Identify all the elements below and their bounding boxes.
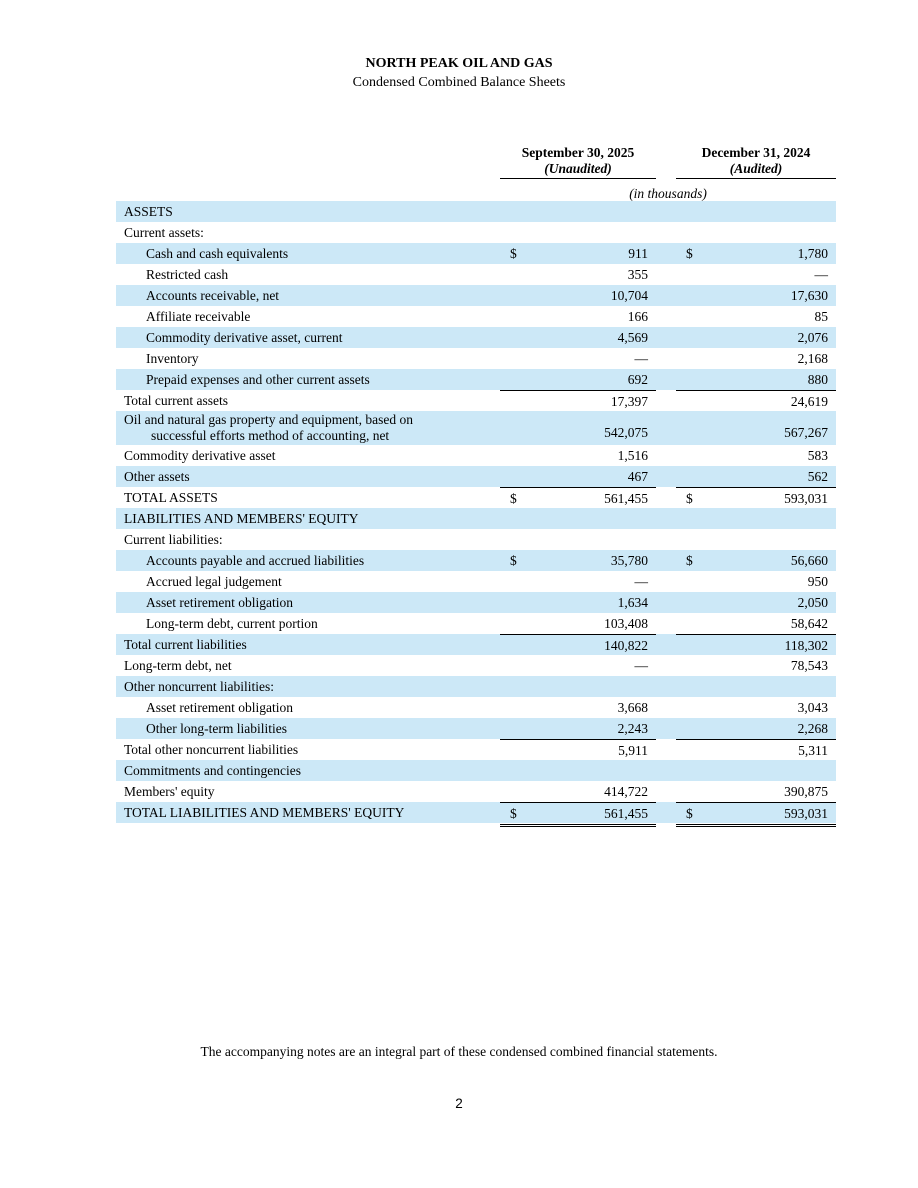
table-row	[116, 390, 836, 411]
value-sep-2025-cell	[500, 802, 656, 827]
table-row	[116, 718, 836, 739]
value-sep-2025: —	[634, 658, 648, 673]
table-row	[116, 613, 836, 634]
value-dec-2024-cell	[676, 634, 836, 656]
value-sep-2025: 467	[627, 469, 648, 484]
row-label: Prepaid expenses and other current assets	[146, 372, 370, 387]
value-sep-2025-cell	[500, 306, 656, 327]
table-row	[116, 243, 836, 264]
value-sep-2025: 3,668	[617, 700, 648, 715]
row-label: LIABILITIES AND MEMBERS' EQUITY	[124, 511, 359, 526]
value-sep-2025: 414,722	[604, 784, 648, 799]
value-dec-2024-cell	[676, 306, 836, 327]
value-dec-2024: 58,642	[790, 616, 828, 631]
value-dec-2024: 583	[807, 448, 828, 463]
column-header-dec-2024	[676, 145, 836, 177]
value-dec-2024: 950	[807, 574, 828, 589]
col2-date: December 31, 2024	[701, 145, 811, 160]
row-label: Accrued legal judgement	[146, 574, 282, 589]
value-sep-2025: 4,569	[617, 330, 648, 345]
row-label: Current assets:	[124, 225, 204, 240]
value-dec-2024: 1,780	[797, 246, 828, 261]
value-sep-2025: 561,455	[604, 806, 648, 821]
value-sep-2025-cell	[500, 634, 656, 656]
value-sep-2025-cell	[500, 327, 656, 348]
row-label: Long-term debt, net	[124, 658, 232, 673]
value-sep-2025-cell	[500, 760, 656, 781]
value-dec-2024-cell	[676, 718, 836, 739]
table-row	[116, 348, 836, 369]
value-sep-2025: 561,455	[604, 491, 648, 506]
value-sep-2025: 166	[627, 309, 648, 324]
value-sep-2025-cell	[500, 718, 656, 739]
company-name: NORTH PEAK OIL AND GAS	[365, 56, 553, 71]
value-sep-2025: 355	[627, 267, 648, 282]
col2-status: (Audited)	[729, 161, 783, 176]
value-sep-2025-cell	[500, 697, 656, 718]
value-sep-2025: —	[634, 574, 648, 589]
value-sep-2025-cell	[500, 781, 656, 802]
table-row	[116, 634, 836, 655]
value-sep-2025-cell	[500, 390, 656, 412]
value-dec-2024: 118,302	[784, 638, 828, 653]
value-sep-2025-cell	[500, 264, 656, 285]
value-dec-2024-cell	[676, 676, 836, 697]
value-sep-2025: 542,075	[604, 425, 648, 440]
value-dec-2024: 2,050	[797, 595, 828, 610]
table-row	[116, 676, 836, 697]
value-sep-2025-cell	[500, 348, 656, 369]
value-dec-2024: 85	[814, 309, 828, 324]
value-sep-2025-cell	[500, 411, 656, 445]
value-dec-2024: 880	[807, 372, 828, 387]
row-label-line1: Oil and natural gas property and equipment, based on	[124, 412, 414, 427]
row-label	[124, 412, 413, 444]
value-dec-2024: 2,268	[797, 721, 828, 736]
value-sep-2025: 140,822	[604, 638, 648, 653]
value-dec-2024-cell	[676, 466, 836, 487]
column-header-sep-2025	[500, 145, 656, 177]
value-dec-2024: 56,660	[790, 553, 828, 568]
value-sep-2025: 911	[628, 246, 648, 261]
col1-date: September 30, 2025	[521, 145, 635, 160]
page-number: 2	[455, 1096, 463, 1111]
row-label: ASSETS	[124, 204, 173, 219]
value-dec-2024-cell	[676, 411, 836, 445]
table-row	[116, 411, 836, 445]
col1-status: (Unaudited)	[544, 161, 612, 176]
row-label: Commodity derivative asset	[124, 448, 276, 463]
value-dec-2024-cell	[676, 264, 836, 285]
row-label: Asset retirement obligation	[146, 595, 293, 610]
value-dec-2024-cell	[676, 529, 836, 550]
row-label: TOTAL ASSETS	[124, 490, 218, 505]
table-row	[116, 760, 836, 781]
balance-sheet-table	[116, 201, 836, 823]
value-dec-2024-cell	[676, 781, 836, 802]
value-sep-2025: 5,911	[618, 743, 648, 758]
value-dec-2024-cell	[676, 550, 836, 571]
table-row	[116, 592, 836, 613]
value-sep-2025-cell	[500, 466, 656, 487]
table-row	[116, 264, 836, 285]
table-row	[116, 466, 836, 487]
value-sep-2025-cell	[500, 550, 656, 571]
value-sep-2025-cell	[500, 285, 656, 306]
row-label: Other assets	[124, 469, 190, 484]
value-sep-2025-cell	[500, 655, 656, 676]
value-dec-2024-cell	[676, 571, 836, 592]
table-row	[116, 327, 836, 348]
value-dec-2024-cell	[676, 348, 836, 369]
row-label: TOTAL LIABILITIES AND MEMBERS' EQUITY	[124, 805, 405, 820]
value-dec-2024-cell	[676, 760, 836, 781]
value-dec-2024: 593,031	[784, 491, 828, 506]
row-label-line2: successful efforts method of accounting, net	[151, 428, 390, 443]
table-row	[116, 508, 836, 529]
value-sep-2025: 10,704	[610, 288, 648, 303]
table-row	[116, 550, 836, 571]
value-sep-2025: 1,634	[617, 595, 648, 610]
row-label: Current liabilities:	[124, 532, 223, 547]
value-dec-2024-cell	[676, 697, 836, 718]
value-dec-2024: 3,043	[797, 700, 828, 715]
table-row	[116, 306, 836, 327]
table-row	[116, 487, 836, 508]
table-row	[116, 781, 836, 802]
value-sep-2025: 2,243	[617, 721, 648, 736]
row-label: Other long-term liabilities	[146, 721, 287, 736]
row-label: Total current assets	[124, 393, 229, 408]
value-sep-2025: —	[634, 351, 648, 366]
table-row	[116, 655, 836, 676]
col1-header-rule	[500, 178, 656, 179]
value-sep-2025: 17,397	[610, 394, 648, 409]
value-dec-2024: 24,619	[790, 394, 828, 409]
row-label: Affiliate receivable	[146, 309, 251, 324]
value-dec-2024-cell	[676, 222, 836, 243]
value-dec-2024: —	[814, 267, 828, 282]
dollar-sign: $	[686, 553, 693, 568]
value-sep-2025: 103,408	[604, 616, 648, 631]
value-dec-2024-cell	[676, 285, 836, 306]
table-row	[116, 571, 836, 592]
value-dec-2024-cell	[676, 802, 836, 827]
value-dec-2024: 567,267	[784, 425, 828, 440]
value-dec-2024-cell	[676, 508, 836, 529]
table-row	[116, 285, 836, 306]
col2-header-rule	[676, 178, 836, 179]
value-sep-2025: 35,780	[610, 553, 648, 568]
statement-title: Condensed Combined Balance Sheets	[352, 75, 566, 90]
value-sep-2025-cell	[500, 445, 656, 466]
dollar-sign: $	[510, 806, 517, 821]
value-dec-2024: 562	[807, 469, 828, 484]
footer-note: The accompanying notes are an integral part of these condensed combined financial statements.	[200, 1044, 718, 1059]
row-label: Members' equity	[124, 784, 215, 799]
table-row	[116, 802, 836, 823]
table-row	[116, 369, 836, 390]
dollar-sign: $	[510, 246, 517, 261]
row-label: Inventory	[146, 351, 199, 366]
value-sep-2025-cell	[500, 243, 656, 264]
value-sep-2025-cell	[500, 592, 656, 613]
dollar-sign: $	[510, 553, 517, 568]
row-label: Other noncurrent liabilities:	[124, 679, 274, 694]
value-sep-2025-cell	[500, 222, 656, 243]
value-sep-2025-cell	[500, 613, 656, 634]
value-dec-2024: 2,076	[797, 330, 828, 345]
value-dec-2024-cell	[676, 243, 836, 264]
value-dec-2024: 5,311	[798, 743, 828, 758]
value-sep-2025-cell	[500, 676, 656, 697]
table-row	[116, 201, 836, 222]
value-dec-2024-cell	[676, 201, 836, 222]
value-dec-2024-cell	[676, 739, 836, 761]
units-label: (in thousands)	[629, 186, 707, 201]
row-label: Long-term debt, current portion	[146, 616, 318, 631]
value-dec-2024: 2,168	[797, 351, 828, 366]
row-label: Commodity derivative asset, current	[146, 330, 343, 345]
value-sep-2025-cell	[500, 201, 656, 222]
value-sep-2025-cell	[500, 739, 656, 761]
value-sep-2025-cell	[500, 369, 656, 390]
row-label: Commitments and contingencies	[124, 763, 301, 778]
value-dec-2024-cell	[676, 613, 836, 634]
dollar-sign: $	[686, 806, 693, 821]
value-sep-2025-cell	[500, 508, 656, 529]
table-row	[116, 739, 836, 760]
value-dec-2024-cell	[676, 390, 836, 412]
value-dec-2024-cell	[676, 592, 836, 613]
row-label: Accounts payable and accrued liabilities	[146, 553, 365, 568]
value-dec-2024-cell	[676, 327, 836, 348]
table-row	[116, 445, 836, 466]
value-dec-2024-cell	[676, 369, 836, 390]
dollar-sign: $	[686, 491, 693, 506]
value-dec-2024: 390,875	[784, 784, 828, 799]
row-label: Total current liabilities	[124, 637, 247, 652]
table-row	[116, 529, 836, 550]
row-label: Cash and cash equivalents	[146, 246, 289, 261]
value-sep-2025-cell	[500, 571, 656, 592]
value-sep-2025-cell	[500, 529, 656, 550]
value-sep-2025: 692	[627, 372, 648, 387]
row-label: Total other noncurrent liabilities	[124, 742, 299, 757]
table-row	[116, 222, 836, 243]
dollar-sign: $	[686, 246, 693, 261]
row-label: Accounts receivable, net	[146, 288, 280, 303]
value-dec-2024-cell	[676, 655, 836, 676]
value-dec-2024: 593,031	[784, 806, 828, 821]
row-label: Asset retirement obligation	[146, 700, 293, 715]
dollar-sign: $	[510, 491, 517, 506]
row-label: Restricted cash	[146, 267, 229, 282]
value-dec-2024: 17,630	[790, 288, 828, 303]
value-dec-2024: 78,543	[790, 658, 828, 673]
value-sep-2025: 1,516	[617, 448, 648, 463]
value-dec-2024-cell	[676, 445, 836, 466]
table-row	[116, 697, 836, 718]
